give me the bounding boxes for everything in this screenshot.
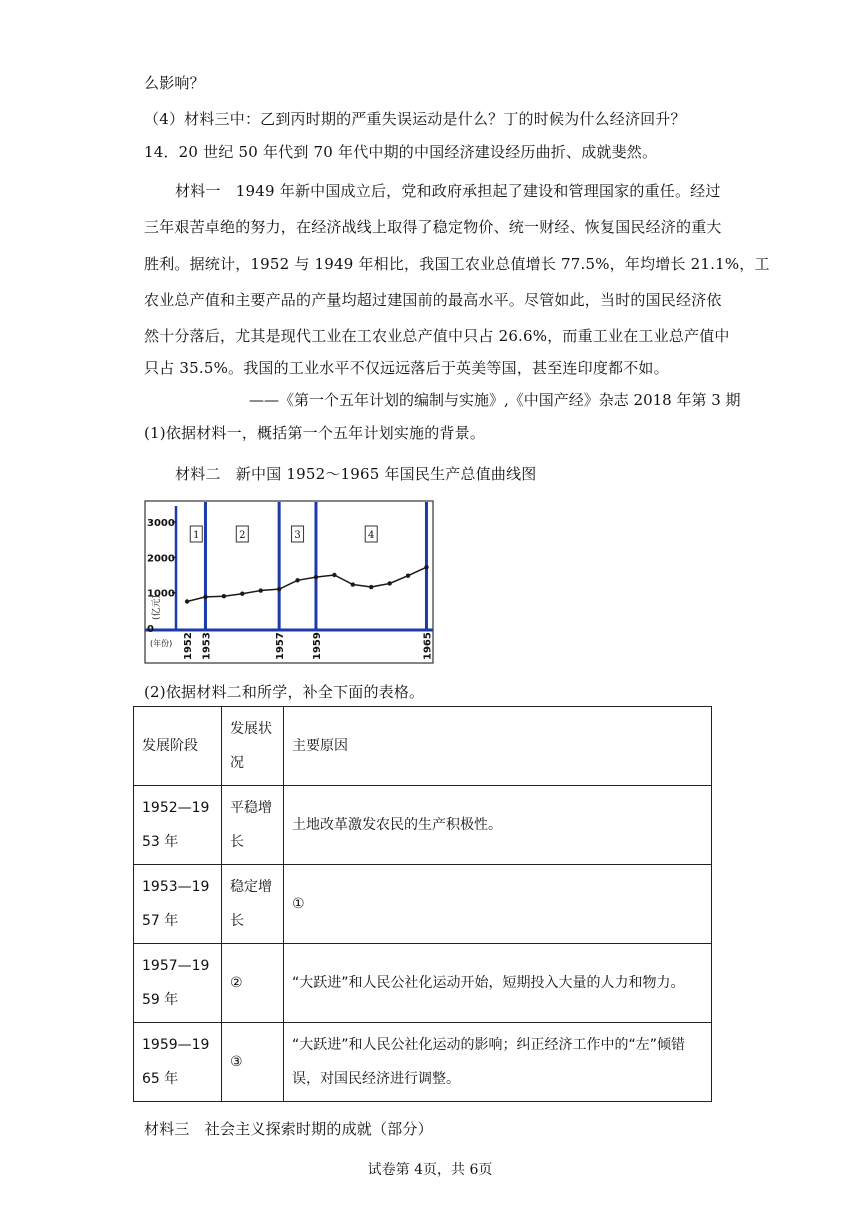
table-header-cell: [284, 707, 712, 786]
gdp-line-chart: [144, 500, 434, 664]
table-cell: [134, 944, 222, 1023]
table-row: [134, 1023, 712, 1102]
material-1-line: 然十分落后，尤其是现代工业在工农业总产值中只占 26.6%，而重工业在工业总产值中: [144, 327, 730, 345]
stage-label: 3: [294, 530, 301, 541]
table-cell: [222, 865, 284, 944]
table-cell: [284, 786, 712, 865]
cell-text: 1952—1953 年: [142, 800, 210, 850]
table-row: [134, 786, 712, 865]
data-point: [203, 595, 207, 599]
stage-label: 2: [239, 530, 246, 541]
material-1-line: 三年艰苦卓绝的努力，在经济战线上取得了稳定物价、统一财经、恢复国民经济的重大: [144, 218, 722, 236]
material-2-title: 材料二 新中国 1952～1965 年国民生产总值曲线图: [175, 465, 537, 483]
cell-text: 1959—1965 年: [142, 1037, 210, 1087]
table-cell: [222, 786, 284, 865]
table-header-cell: [134, 707, 222, 786]
material-3-title: 材料三 社会主义探索时期的成就（部分）: [144, 1120, 433, 1138]
table-cell: [134, 865, 222, 944]
table-row: [134, 865, 712, 944]
cell-text: 平稳增长: [230, 800, 272, 850]
cell-text: “大跃进”和人民公社化运动的影响；纠正经济工作中的“左”倾错误，对国民经济进行调整。: [292, 1037, 686, 1087]
x-tick-label: 1959: [311, 632, 323, 660]
cell-text: 主要原因: [292, 738, 348, 754]
cell-text: 稳定增长: [230, 879, 272, 929]
x-tick-label: 1957: [275, 632, 287, 660]
y-tick-label: 3000: [147, 518, 175, 529]
cell-text: ①: [292, 896, 305, 912]
data-point: [406, 574, 410, 578]
answer-table: [133, 706, 712, 1102]
data-point: [351, 582, 355, 586]
table-cell: [284, 944, 712, 1023]
text-line: 么影响？: [144, 74, 205, 92]
page-footer: 试卷第 4页，共 6页: [367, 1162, 493, 1178]
data-point: [424, 565, 428, 569]
table-header-cell: [222, 707, 284, 786]
y-tick-label: 0: [147, 624, 154, 635]
y-tick-label: 2000: [147, 553, 175, 565]
table-cell: [134, 786, 222, 865]
data-point: [259, 588, 263, 592]
data-point: [277, 587, 281, 591]
table-cell: [222, 1023, 284, 1102]
cell-text: ③: [230, 1054, 243, 1070]
question-1-text: (1)依据材料一，概括第一个五年计划实施的背景。: [144, 424, 486, 442]
data-point: [369, 585, 373, 589]
table-header-row: [134, 707, 712, 786]
cell-text: 发展阶段: [142, 738, 198, 754]
stage-label: 1: [193, 530, 200, 541]
material-1-source: ——《第一个五年计划的编制与实施》,《中国产经》杂志 2018 年第 3 期: [249, 391, 741, 409]
data-point: [185, 599, 189, 603]
x-tick-label: 1953: [201, 632, 213, 660]
cell-text: 1957—1959 年: [142, 958, 210, 1008]
table-row: [134, 944, 712, 1023]
data-point: [314, 575, 318, 579]
x-tick-label: 1965: [422, 632, 434, 660]
y-axis-label: (亿元): [152, 594, 162, 620]
table-cell: [134, 1023, 222, 1102]
material-1-line: 农业总产值和主要产品的产量均超过建国前的最高水平。尽管如此，当时的国民经济依: [144, 291, 722, 309]
table-cell: [222, 944, 284, 1023]
question-14-stem: 14．20 世纪 50 年代到 70 年代中期的中国经济建设经历曲折、成就斐然。: [144, 143, 658, 161]
data-point: [240, 592, 244, 596]
cell-text: 土地改革激发农民的生产积极性。: [292, 817, 502, 833]
data-point: [332, 573, 336, 577]
stage-label: 4: [368, 530, 375, 541]
y-tick-label: 1000: [147, 588, 175, 600]
x-axis-label: (年份): [150, 639, 173, 648]
question-4-text: （4）材料三中：乙到丙时期的严重失误运动是什么？丁的时候为什么经济回升？: [144, 110, 686, 128]
material-1-line: 材料一 1949 年新中国成立后，党和政府承担起了建设和管理国家的重任。经过: [175, 182, 721, 200]
x-tick-label: 1952: [183, 632, 195, 660]
data-point: [295, 578, 299, 582]
cell-text: 发展状况: [230, 721, 272, 771]
cell-text: “大跃进”和人民公社化运动开始，短期投入大量的人力和物力。: [292, 975, 685, 991]
question-2-text: (2)依据材料二和所学，补全下面的表格。: [144, 683, 425, 701]
table-cell: [284, 865, 712, 944]
table-cell: [284, 1023, 712, 1102]
data-point: [387, 581, 391, 585]
cell-text: ②: [230, 975, 243, 991]
data-point: [222, 594, 226, 598]
cell-text: 1953—1957 年: [142, 879, 210, 929]
material-1-line: 只占 35.5%。我国的工业水平不仅远远落后于英美等国，甚至连印度都不如。: [144, 359, 669, 377]
material-1-line: 胜利。据统计，1952 与 1949 年相比，我国工农业总值增长 77.5%，年均增长 21.1%，工: [144, 255, 770, 273]
